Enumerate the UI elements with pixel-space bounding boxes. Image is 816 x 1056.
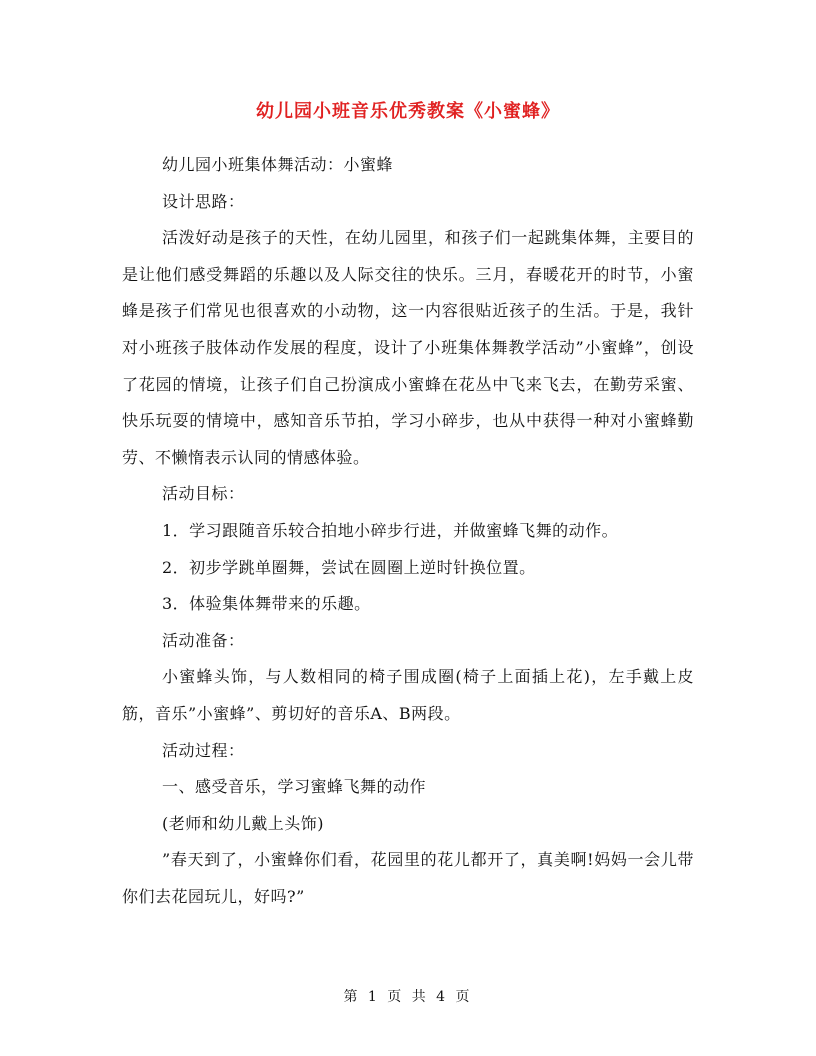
paragraph: 活动过程： — [162, 740, 245, 760]
document-body — [122, 147, 694, 915]
paragraph: ”春天到了，小蜜蜂你们看，花园里的花儿都开了，真美啊!妈妈一会儿带你们去花园玩儿，好吗?” — [122, 850, 694, 906]
paragraph: 活泼好动是孩子的天性，在幼儿园里，和孩子们一起跳集体舞，主要目的是让他们感受舞蹈的乐趣以及人际交往的快乐。三月，春暖花开的时节，小蜜蜂是孩子们常见也很喜欢的小动物，这一内容很贴近孩子的生活。于是，我针对小班孩子肢体动作发展的程度，设计了小班集体舞教学活动”小蜜蜂”，创设了花园的情境，让孩子们自己扮演成小蜜蜂在花丛中飞来飞去，在勤劳采蜜、快乐玩耍的情境中，感知音乐节拍，学习小碎步，也从中获得一种对小蜜蜂勤劳、不懒惰表示认同的情感体验。 — [122, 228, 694, 467]
paragraph: 活动准备： — [162, 630, 245, 650]
paragraph: (老师和幼儿戴上头饰) — [162, 813, 324, 833]
document-title: 幼儿园小班音乐优秀教案《小蜜蜂》 — [256, 101, 560, 122]
page-number: 第 1 页 共 4 页 — [343, 989, 473, 1005]
paragraph: 3．体验集体舞带来的乐趣。 — [162, 594, 371, 614]
paragraph: 小蜜蜂头饰，与人数相同的椅子围成圈(椅子上面插上花)，左手戴上皮筋，音乐”小蜜蜂”、剪切好的音乐A、B两段。 — [122, 667, 694, 723]
paragraph: 1．学习跟随音乐较合拍地小碎步行进，并做蜜蜂飞舞的动作。 — [162, 520, 619, 540]
paragraph: 活动目标： — [162, 484, 245, 504]
paragraph: 设计思路： — [162, 191, 245, 211]
paragraph: 一、感受音乐，学习蜜蜂飞舞的动作 — [162, 777, 427, 797]
paragraph: 2．初步学跳单圈舞，尝试在圆圈上逆时针换位置。 — [162, 557, 536, 577]
paragraph: 幼儿园小班集体舞活动：小蜜蜂 — [162, 155, 394, 174]
